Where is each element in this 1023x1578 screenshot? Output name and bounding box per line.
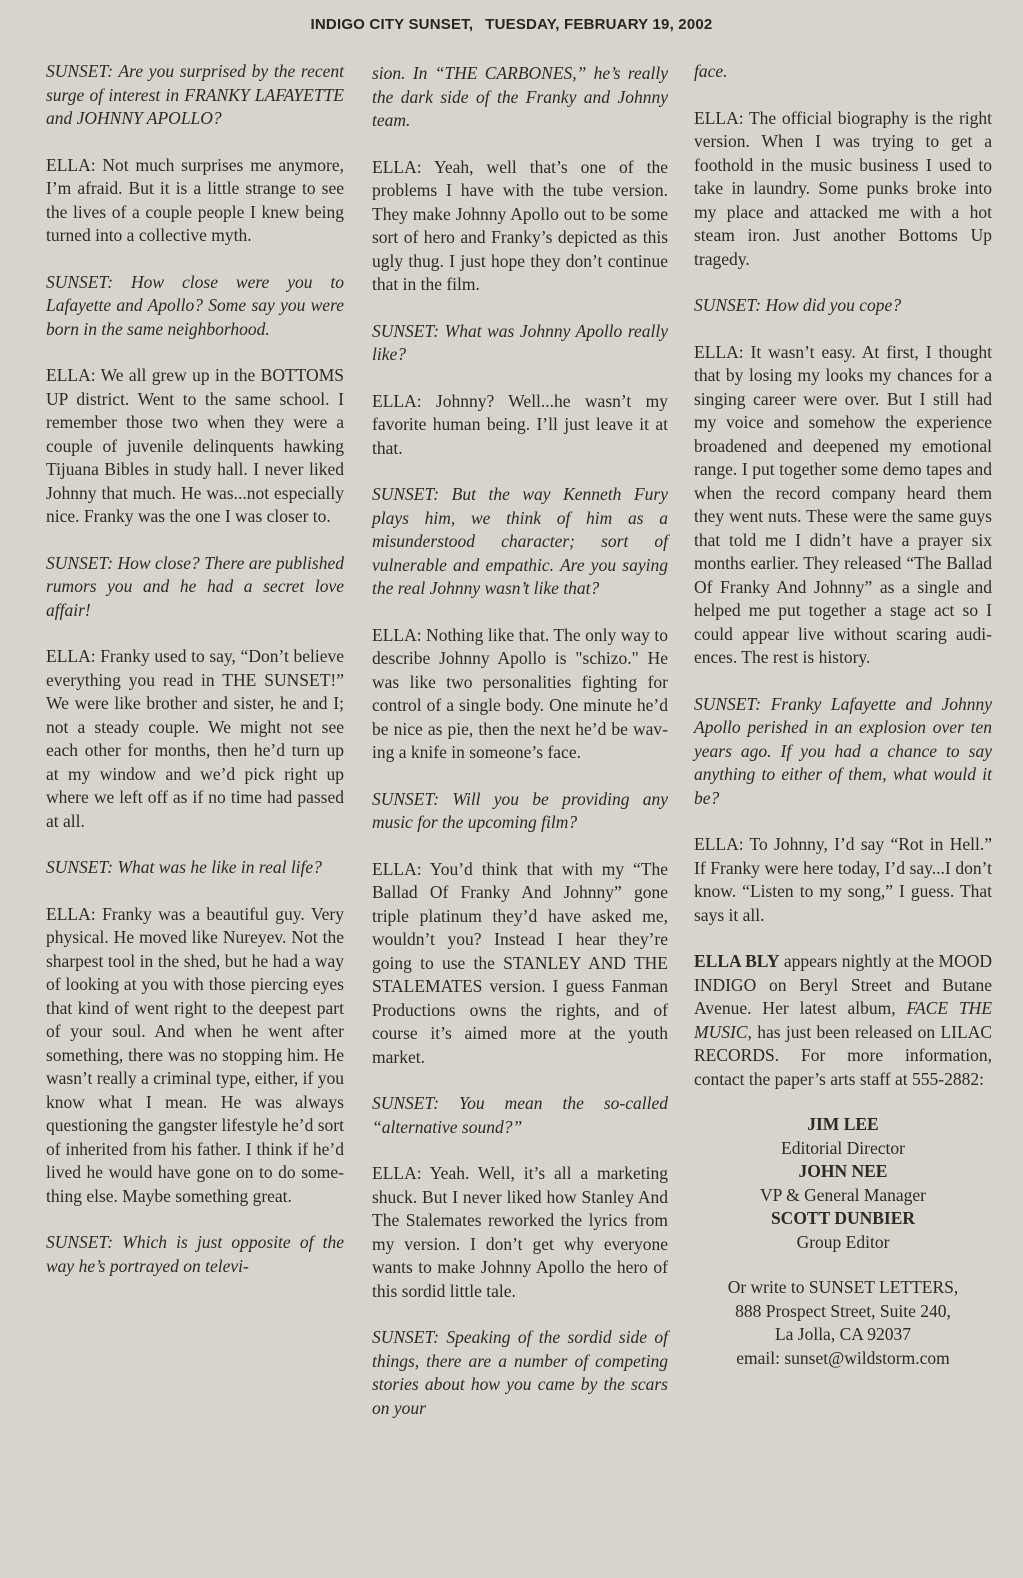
page-header <box>0 16 1023 33</box>
credit-title: Group Editor <box>796 1231 890 1252</box>
interview-answer: ELLA: Franky used to say, “Don’t believe everything you read in THE SUNSET!” We were like brother and sister, he and I; not a steady couple. We might not see each other for months, then he’d turn up at my window and we’d pick right up where we left off as if no time had passed at all. <box>46 646 344 831</box>
contact-block <box>694 1276 992 1370</box>
interview-question: face. <box>694 61 728 81</box>
interview-question: SUNSET: How close? There are published rumors you and he had a secret love affair! <box>46 552 344 620</box>
interview-question: SUNSET: What was Johnny Apollo really like? <box>372 320 668 364</box>
interview-answer: ELLA: Yeah, well that’s one of the problems I have with the tube version. They make Johnny Apollo out to be some sort of hero and Franky’s depicted as this ugly thug. I just hope they don’t continue that in the film. <box>372 156 668 294</box>
contact-line: Or write to SUNSET LETTERS, <box>727 1277 959 1297</box>
contact-city: La Jolla, CA 92037 <box>774 1324 912 1344</box>
bio-name: ELLA BLY <box>694 951 780 971</box>
paper-name: INDIGO CITY SUNSET, <box>310 16 474 33</box>
interview-answer: ELLA: We all grew up in the BOTTOMS UP district. Went to the same school. I remember those two when they were a couple of juvenile delinquents hawking Tijuana Bibles in study hall. I never liked Johnny that much. He was...not especially nice. Franky was the one I was closer to. <box>46 365 344 526</box>
staff-credits <box>694 1113 992 1254</box>
interview-question: SUNSET: How close were you to Lafayette and Apollo? Some say you were born in the same neighborhood. <box>46 271 344 339</box>
contact-address: 888 Prospect Street, Suite 240, <box>735 1300 951 1321</box>
interview-answer: ELLA: Nothing like that. The only way to describe Johnny Apollo is "schizo." He was like two personalities fighting for control of a single body. One minute he’d be nice as pie, then the next he’d be waving a knife in someone’s face. <box>372 624 668 762</box>
interview-answer: ELLA: It wasn’t easy. At first, I thought that by losing my looks my chances for a singing career were over. But I still had my voice and somehow the experience broadened and deepened my emotional range. I put together some demo tapes and when the record company heard them they went nuts. These were the same guys that told me I didn’t have a prayer six months earlier. They released “The Ballad Of Franky And Johnny” as a single and helped me put together a stage act so I could appear live without scaring audiences. The rest is history. <box>694 341 992 667</box>
interview-flow <box>694 60 992 927</box>
interview-answer: ELLA: Franky was a beautiful guy. Very physical. He moved like Nureyev. Not the sharpest tool in the shed, but he had a way of looking at you with those piercing eyes that kind of went right to the deepest part of your soul. And when he went after something, there was no stopping him. He wasn’t really a criminal type, either, if you know what I mean. He was always questioning the gangster lifestyle he’d sort of inherited from his father. I think if he’d lived he would have gone on to do something else. Maybe something great. <box>46 903 344 1206</box>
interview-question: SUNSET: Will you be providing any music for the upcoming film? <box>372 788 668 832</box>
interview-question: SUNSET: What was he like in real life? <box>46 857 322 877</box>
interview-answer: ELLA: Not much surprises me anymore, I’m afraid. But it is a little strange to see the lives of a couple people I knew being turned into a collective myth. <box>46 154 344 245</box>
bio-text-2: has just been released on LILAC RECORDS. For more information, contact the paper’s arts staff at 555-2882: <box>694 1021 992 1089</box>
column-3 <box>694 60 992 1370</box>
issue-date: TUESDAY, FEBRUARY 19, 2002 <box>485 16 713 33</box>
bio-album: FACE THE MUSIC, <box>694 998 993 1042</box>
credit-title: Editorial Director <box>781 1137 905 1158</box>
interview-question: SUNSET: Speaking of the sordid side of things, there are a number of competing stories about how you came by the scars on your <box>372 1327 668 1418</box>
bio-paragraph <box>694 950 992 1091</box>
interview-answer: ELLA: Johnny? Well...he wasn’t my favorite human being. I’ll just leave it at that. <box>372 390 668 458</box>
credit-name: SCOTT DUNBIER <box>770 1208 916 1228</box>
interview-answer: ELLA: To Johnny, I’d say “Rot in Hell.” If Franky were here today, I’d say...I don’t know. “Listen to my song,” I guess. That says it all. <box>694 834 992 925</box>
interview-question: SUNSET: Franky Lafayette and Johnny Apollo perished in an explosion over ten years ago. If you had a chance to say anything to either of them, what would it be? <box>694 693 992 808</box>
interview-question: SUNSET: How did you cope? <box>694 295 902 315</box>
column-1 <box>46 60 344 1301</box>
contact-email[interactable]: email: sunset@wildstorm.com <box>736 1347 950 1368</box>
column-2 <box>372 62 668 1443</box>
interview-question: SUNSET: Are you surprised by the recent surge of interest in FRANKY LAFAYETTE and JOHNNY APOLLO? <box>46 61 344 128</box>
credit-name: JOHN NEE <box>798 1161 888 1181</box>
interview-answer: ELLA: The official biography is the right version. When I was trying to get a foothold in the music business I used to take in laundry. Some punks broke into my place and attacked me with a hot steam iron. Just another Bottoms Up tragedy. <box>694 107 992 269</box>
interview-question: SUNSET: You mean the so-called “alternative sound?” <box>372 1093 668 1137</box>
interview-question: sion. In “THE CARBONES,” he’s really the dark side of the Franky and Johnny team. <box>372 63 668 130</box>
interview-question: SUNSET: But the way Kenneth Fury plays him, we think of him as a misunderstood character; sort of vulnerable and empathic. Are you saying the real Johnny wasn’t like that? <box>372 484 668 598</box>
bio-text-1: appears nightly at the MOOD INDIGO on Beryl Street and Butane Avenue. Her latest album, <box>694 951 992 1018</box>
interview-question: SUNSET: Which is just opposite of the way he’s portrayed on televi- <box>46 1232 344 1276</box>
credit-name: JIM LEE <box>807 1114 879 1134</box>
credit-title: VP & General Manager <box>759 1184 927 1205</box>
interview-answer: ELLA: Yeah. Well, it’s all a marketing shuck. But I never liked how Stanley And The Stalemates reworked the lyrics from my version. I don’t get why everyone wants to make Johnny Apollo the hero of this sordid little tale. <box>372 1163 668 1301</box>
interview-answer: ELLA: You’d think that with my “The Ballad Of Franky And Johnny” gone triple platinum they’d have asked me, wouldn’t you? Instead I hear they’re going to use the STANLEY AND THE STALEMATES version. I guess Fanman Productions owns the rights, and of course it’s aimed more at the youth market. <box>372 858 668 1067</box>
